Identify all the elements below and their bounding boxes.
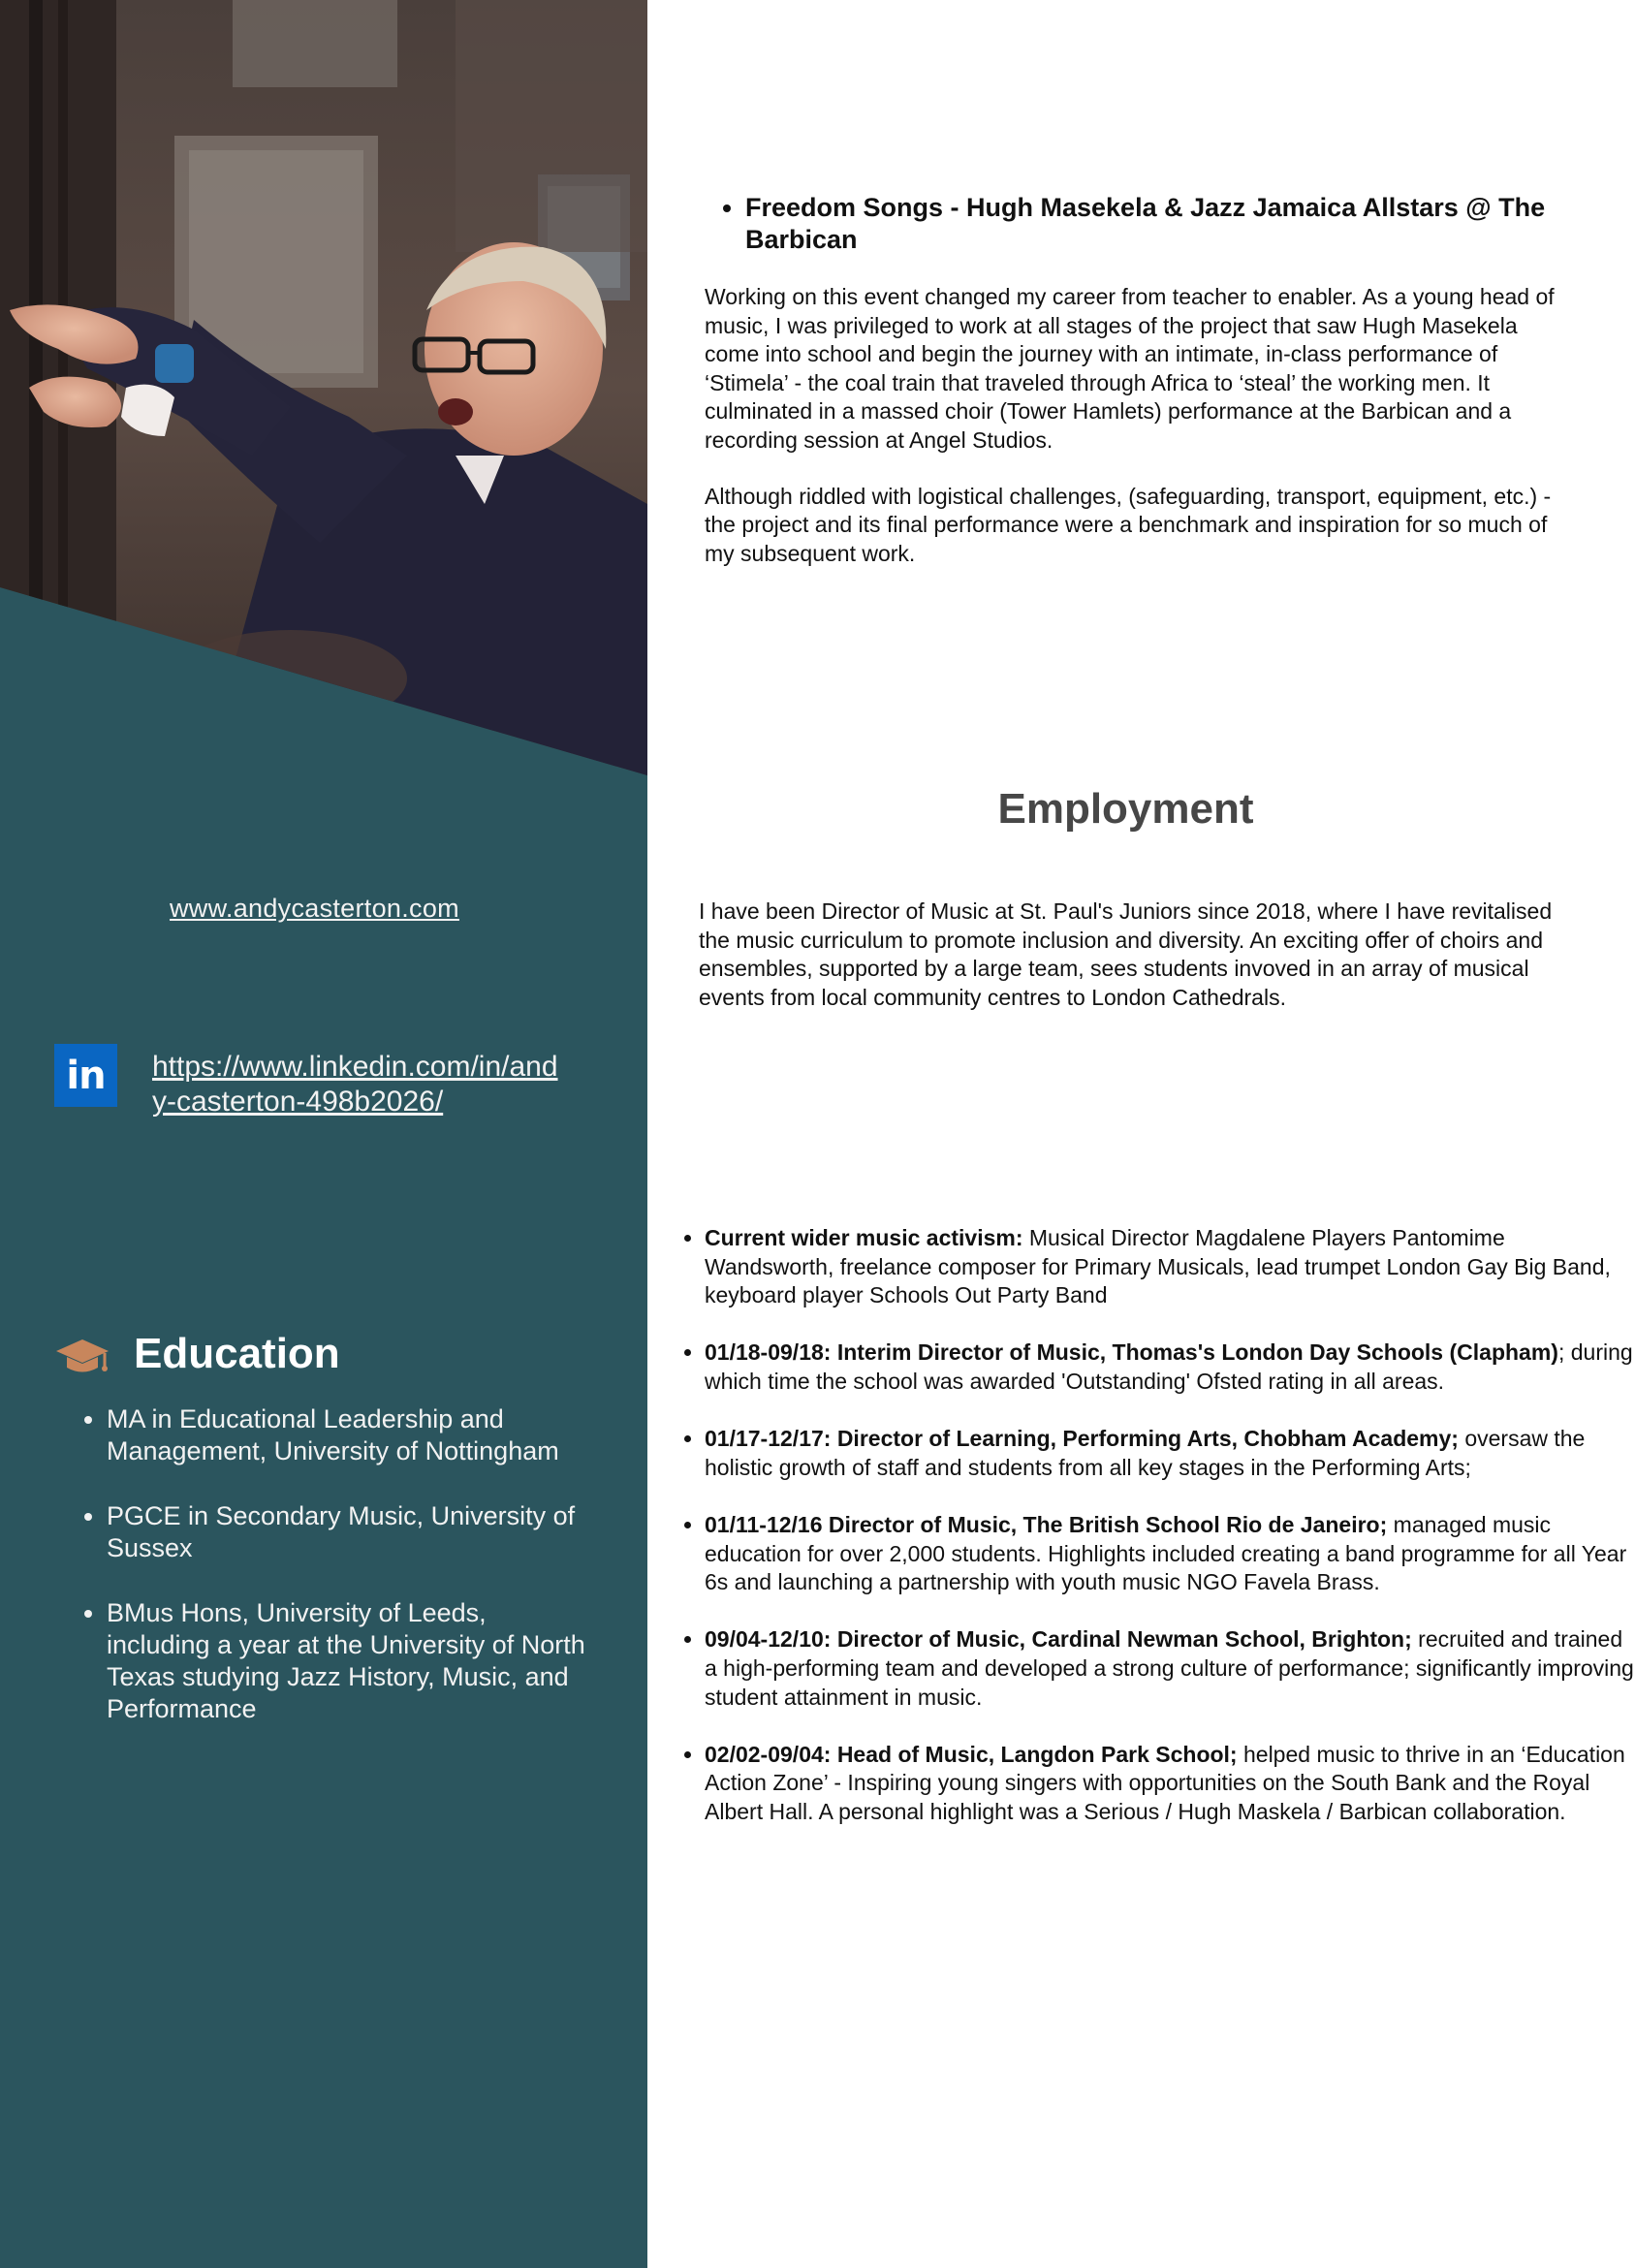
- job-description: Musical Director Magdalene Players Pantomime Wandsworth, freelance composer for Primary Musicals, lead trumpet London Gay Big Band, keyboard player Schools Out Party Band: [705, 1225, 1611, 1308]
- linkedin-icon[interactable]: in: [54, 1044, 117, 1107]
- job-description: recruited and trained a high-performing team and developed a strong culture of performance; significantly improving student attainment in music.: [705, 1626, 1634, 1710]
- job-title: 01/11-12/16 Director of Music, The British School Rio de Janeiro;: [705, 1511, 1388, 1537]
- profile-photo: [0, 0, 647, 775]
- job-description: managed music education for over 2,000 students. Highlights included creating a band programme for all Year 6s and launching a partnership with youth music NGO Favela Brass.: [705, 1511, 1627, 1595]
- linkedin-link[interactable]: https://www.linkedin.com/in/andy-casterton-498b2026/: [152, 1051, 558, 1118]
- project-paragraph: Although riddled with logistical challenges, (safeguarding, transport, equipment, etc.) - the project and its final performance were a benchmark and inspiration for so much of my subsequent work.: [705, 483, 1552, 566]
- job-title: 01/17-12/17: Director of Learning, Performing Arts, Chobham Academy;: [705, 1426, 1459, 1452]
- employment-heading: Employment: [997, 785, 1254, 833]
- job-item: [705, 1224, 1635, 1310]
- education-item: • PGCE in Secondary Music, University of Sussex: [107, 1500, 591, 1564]
- job-description: oversaw the holistic growth of staff and students from all key stages in the Performing Arts;: [705, 1426, 1586, 1480]
- sidebar: [0, 0, 647, 2268]
- education-heading: Education: [134, 1330, 340, 1377]
- project-paragraph: Working on this event changed my career from teacher to enabler. As a young head of music, I was privileged to work at all stages of the project that saw Hugh Masekela come into school and begin the journey with an intimate, in-class performance of ‘Stimela’ - the coal train that traveled through Africa to ‘steal’ the working men. It culminated in a massed choir (Tower Hamlets) performance at the Barbican and a recording session at Angel Studios.: [705, 284, 1555, 453]
- graduation-cap-icon: [54, 1338, 110, 1376]
- job-description: ; during which time the school was awarded 'Outstanding' Ofsted rating in all areas.: [705, 1339, 1633, 1394]
- job-item: [705, 1511, 1635, 1597]
- website-link[interactable]: www.andycasterton.com: [170, 894, 459, 923]
- job-item: [705, 1741, 1635, 1827]
- project-section: [705, 192, 1567, 568]
- education-list: [68, 1403, 591, 1758]
- education-item: • BMus Hons, University of Leeds, including a year at the University of North Texas studying Jazz History, Music, and Performance: [107, 1597, 591, 1725]
- education-item: • MA in Educational Leadership and Management, University of Nottingham: [107, 1403, 591, 1467]
- job-title: 01/18-09/18: Interim Director of Music, Thomas's London Day Schools (Clapham): [705, 1339, 1558, 1366]
- job-item: [705, 1425, 1635, 1482]
- employment-list: [666, 1224, 1635, 1855]
- job-item: [705, 1625, 1635, 1712]
- job-description: helped music to thrive in an ‘Education Action Zone’ - Inspiring young singers with opportunities on the South Bank and the Royal Albert Hall. A personal highlight was a Serious / Hugh Maskela / Barbican collaboration.: [705, 1741, 1625, 1824]
- job-title: Current wider music activism:: [705, 1225, 1023, 1250]
- employment-summary: I have been Director of Music at St. Paul's Juniors since 2018, where I have revitalised the music curriculum to promote inclusion and diversity. An exciting offer of choirs and ensembles, supported by a large team, sees students invoved in an array of musical events from local community centres to London Cathedrals.: [699, 898, 1553, 1010]
- job-item: [705, 1339, 1635, 1396]
- project-title: • Freedom Songs - Hugh Masekela & Jazz Jamaica Allstars @ The Barbican: [745, 192, 1567, 256]
- job-title: 09/04-12/10: Director of Music, Cardinal Newman School, Brighton;: [705, 1626, 1412, 1653]
- job-title: 02/02-09/04: Head of Music, Langdon Park School;: [705, 1741, 1238, 1767]
